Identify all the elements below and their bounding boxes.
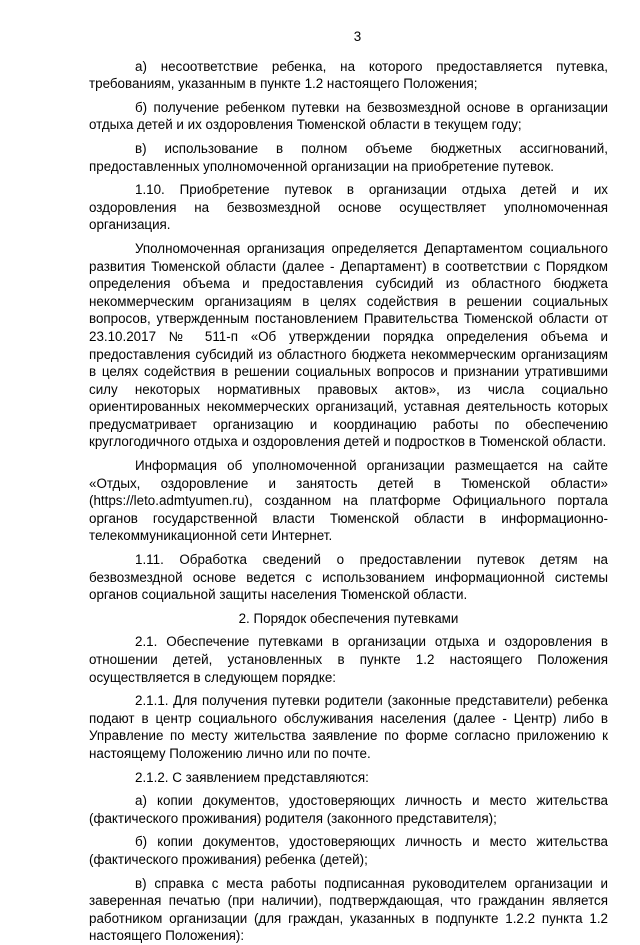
paragraph-2-1-1: 2.1.1. Для получения путевки родители (законные представители) ребенка подают в центр социального обслуживания населения (далее - Центр) либо в Управление по месту жительства заявление по форме согласно приложению к настоящему Положению лично или по почте. xyxy=(89,693,608,761)
list-item-b-child-documents: б) копии документов, удостоверяющих личность и место жительства (фактического проживания) ребенка (детей); xyxy=(89,834,608,867)
paragraph-2-1: 2.1. Обеспечение путевками в организации отдыха и оздоровления в отношении детей, установленных в пункте 1.2 настоящего Положения осуществляется в следующем порядке: xyxy=(89,634,608,685)
section-heading: 2. Порядок обеспечения путевками xyxy=(238,610,459,626)
list-item-c-budget-used: в) использование в полном объеме бюджетных ассигнований, предоставленных уполномоченной организации на приобретение путевок. xyxy=(89,140,608,174)
paragraph-authorized-org: Уполномоченная организация определяется Департаментом социального развития Тюменской области (далее - Департамент) в соответствии с Порядком определения объема и предоставления субсидий из областного бюджета некоммерческим организациям в целях содействия в решении социальных вопросов, утвержденным постановлением Правительства Тюменской области от 23.10.2017 № 511-п «Об утверждении порядка определения объема и предоставления субсидий из областного бюджета некоммерческим организациям в целях содействия в решении социальных вопросов и признании утратившими силу некоторых нормативных правовых актов», из числа социально ориентированных некоммерческих организаций, уставная деятельность которых предусматривает организацию и координацию работы по обеспечению круглогодичного отдыха и оздоровления детей и подростков в Тюменской области. xyxy=(89,240,608,450)
list-item-b-already-received: б) получение ребенком путевки на безвозмездной основе в организации отдыха детей и их оздоровления Тюменской области в текущем году; xyxy=(89,99,608,133)
page-number: 3 xyxy=(353,29,362,44)
paragraph-1-11: 1.11. Обработка сведений о предоставлении путевок детям на безвозмездной основе ведется с использованием информационной системы органов социальной защиты населения Тюменской области. xyxy=(89,552,608,603)
list-item-a-parent-documents: а) копии документов, удостоверяющих личность и место жительства (фактического проживания) родителя (законного представителя); xyxy=(89,793,608,826)
paragraph-1-10: 1.10. Приобретение путевок в организации отдыха детей и их оздоровления на безвозмездной основе осуществляет уполномоченная организация. xyxy=(89,182,608,233)
paragraph-info-website: Информация об уполномоченной организации размещается на сайте «Отдых, оздоровление и занятость детей в Тюменской области» (https://leto.admtyumen.ru), созданном на платформе Официального портала органов государственной власти Тюменской области в информационно-телекоммуникационной сети Интернет. xyxy=(89,458,608,544)
list-item-c-employment-certificate: в) справка с места работы подписанная руководителем организации и заверенная печатью (при наличии), подтверждающая, что гражданин является работником организации (для граждан, указанных в подпункте 1.2.2 пункта 1.2 настоящего Положения): xyxy=(89,875,608,944)
list-item-a-mismatch: а) несоответствие ребенка, на которого предоставляется путевка, требованиям, указанным в пункте 1.2 настоящего Положения; xyxy=(89,58,608,92)
paragraph-2-1-2: 2.1.2. С заявлением представляются: xyxy=(135,769,369,785)
